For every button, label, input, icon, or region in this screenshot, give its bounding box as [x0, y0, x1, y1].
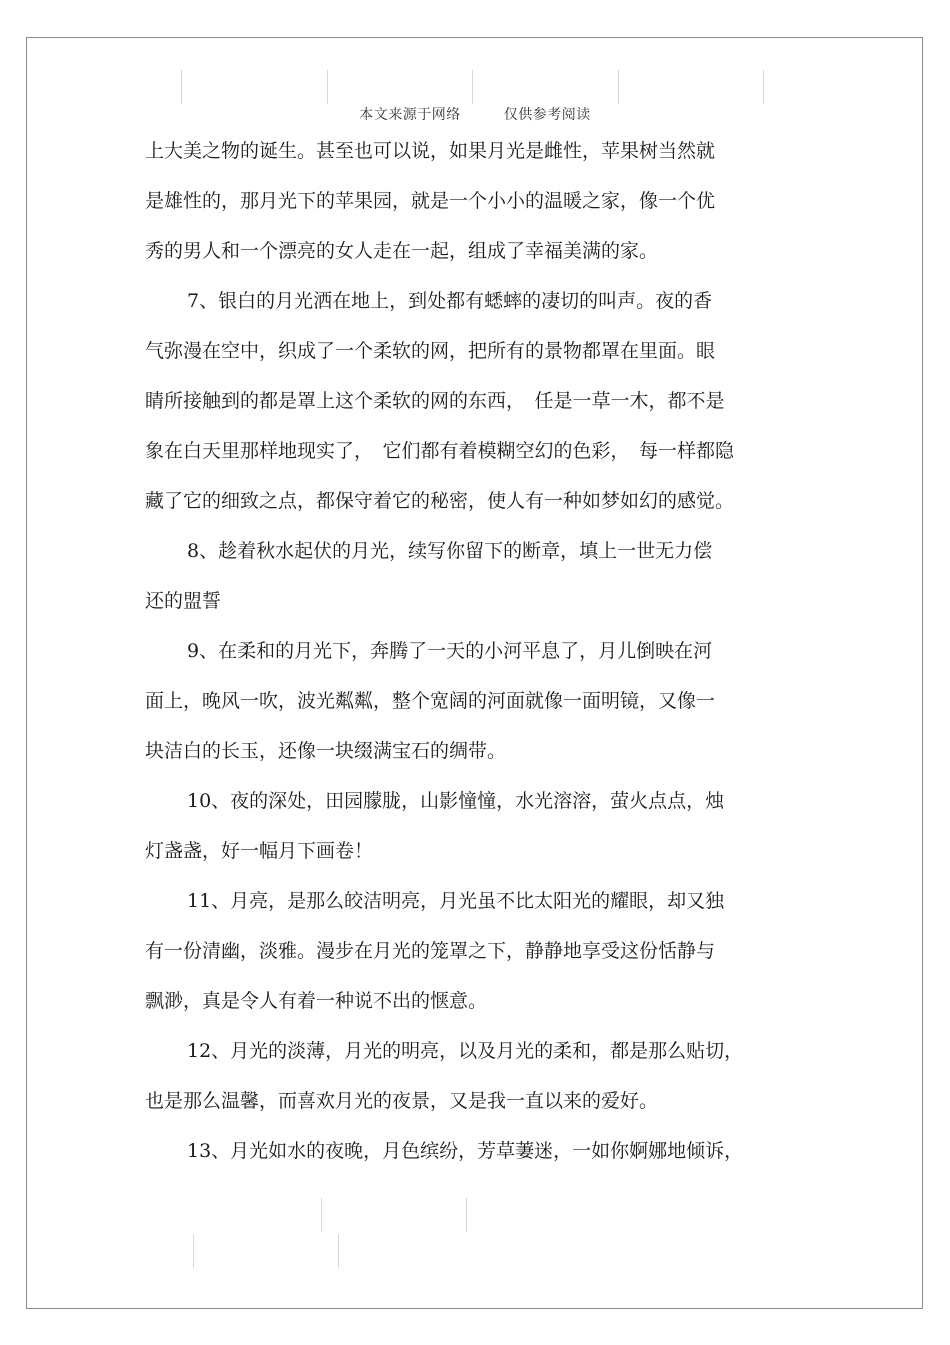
source-note-left: 本文来源于网络	[359, 107, 461, 123]
divider-line	[193, 1234, 194, 1268]
text-line: 是雄性的，那月光下的苹果园，就是一个小小的温暖之家，像一个优	[145, 190, 716, 212]
text-line: 也是那么温馨，而喜欢月光的夜景，又是我一直以来的爱好。	[145, 1090, 659, 1112]
divider-line	[181, 70, 182, 104]
divider-line	[327, 70, 328, 104]
page-border	[26, 37, 923, 1309]
divider-line	[472, 70, 473, 104]
divider-line	[618, 70, 619, 104]
text-line: 8、趁着秋水起伏的月光，续写你留下的断章，填上一世无力偿	[187, 540, 713, 562]
text-line: 飘渺，真是令人有着一种说不出的惬意。	[145, 990, 488, 1012]
text-line: 藏了它的细致之点，都保守着它的秘密，使人有一种如梦如幻的感觉。	[145, 490, 735, 512]
text-line: 有一份清幽，淡雅。漫步在月光的笼罩之下，静静地享受这份恬静与	[145, 940, 716, 962]
text-line: 睛所接触到的都是罩上这个柔软的网的东西， 任是一草一木，都不是	[145, 390, 725, 412]
divider-line	[763, 70, 764, 104]
text-line: 块洁白的长玉，还像一块缀满宝石的绸带。	[145, 740, 507, 762]
text-line: 13、月光如水的夜晚，月色缤纷，芳草萋迷，一如你婀娜地倾诉，	[187, 1140, 744, 1162]
text-line: 10、夜的深处，田园朦胧，山影憧憧，水光溶溶，萤火点点，烛	[187, 790, 725, 812]
text-line: 9、在柔和的月光下，奔腾了一天的小河平息了，月儿倒映在河	[187, 640, 713, 662]
text-line: 11、月亮，是那么皎洁明亮，月光虽不比太阳光的耀眼，却又独	[187, 890, 725, 912]
divider-line	[466, 1198, 467, 1232]
divider-line	[321, 1198, 322, 1232]
text-line: 7、银白的月光洒在地上，到处都有蟋蟀的凄切的叫声。夜的香	[187, 290, 713, 312]
text-line: 气弥漫在空中，织成了一个柔软的网，把所有的景物都罩在里面。眼	[145, 340, 716, 362]
text-line: 还的盟誓	[145, 590, 222, 612]
text-line: 秀的男人和一个漂亮的女人走在一起，组成了幸福美满的家。	[145, 240, 659, 262]
source-note-right: 仅供参考阅读	[503, 107, 591, 123]
divider-line	[338, 1234, 339, 1268]
text-line: 灯盏盏，好一幅月下画卷！	[145, 840, 374, 862]
text-line: 象在白天里那样地现实了， 它们都有着模糊空幻的色彩， 每一样都隐	[145, 440, 735, 462]
text-line: 上大美之物的诞生。甚至也可以说，如果月光是雌性，苹果树当然就	[145, 140, 716, 162]
source-note	[0, 104, 950, 124]
text-line: 面上，晚风一吹，波光粼粼，整个宽阔的河面就像一面明镜，又像一	[145, 690, 716, 712]
text-line: 12、月光的淡薄，月光的明亮，以及月光的柔和，都是那么贴切，	[187, 1040, 744, 1062]
